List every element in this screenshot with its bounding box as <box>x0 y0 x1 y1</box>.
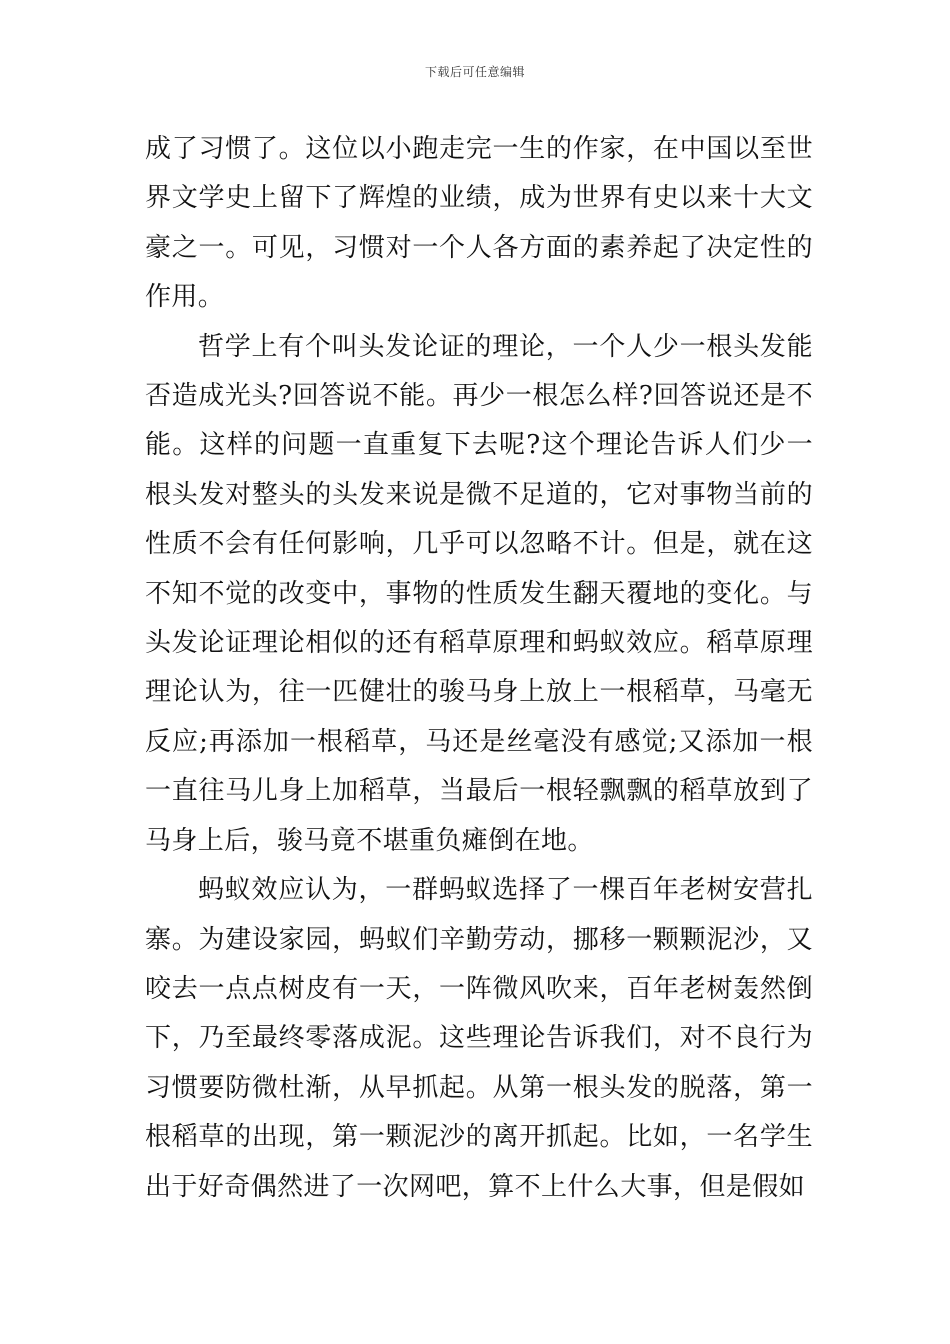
paragraph-2: 哲学上有个叫头发论证的理论，一个人少一根头发能否造成光头?回答说不能。再少一根怎么样?回答说还是不能。这样的问题一直重复下去呢?这个理论告诉人们少一根头发对整头的头发来说是微不足道的，它对事物当前的性质不会有任何影响，几乎可以忽略不计。但是，就在这不知不觉的改变中，事物的性质发生翻天覆地的变化。与头发论证理论相似的还有稻草原理和蚂蚁效应。稻草原理理论认为，往一匹健壮的骏马身上放上一根稻草，马毫无反应;再添加一根稻草，马还是丝毫没有感觉;又添加一根一直往马儿身上加稻草，当最后一根轻飘飘的稻草放到了马身上后，骏马竟不堪重负瘫倒在地。 <box>145 331 813 856</box>
paragraph-3: 蚂蚁效应认为，一群蚂蚁选择了一棵百年老树安营扎寨。为建设家园，蚂蚁们辛勤劳动，挪移一颗颗泥沙，又咬去一点点树皮有一天，一阵微风吹来，百年老树轰然倒下，乃至最终零落成泥。这些理论告诉我们，对不良行为习惯要防微杜渐，从早抓起。从第一根头发的脱落，第一根稻草的出现，第一颗泥沙的离开抓起。比如，一名学生出于好奇偶然进了一次网吧，算不上什么大事，但是假如 <box>145 875 813 1202</box>
paragraph-1: 成了习惯了。这位以小跑走完一生的作家，在中国以至世界文学史上留下了辉煌的业绩，成为世界有史以来十大文豪之一。可见，习惯对一个人各方面的素养起了决定性的作用。 <box>145 134 813 313</box>
document-body <box>145 125 813 1212</box>
page-header: 下载后可任意编辑 <box>424 65 525 79</box>
